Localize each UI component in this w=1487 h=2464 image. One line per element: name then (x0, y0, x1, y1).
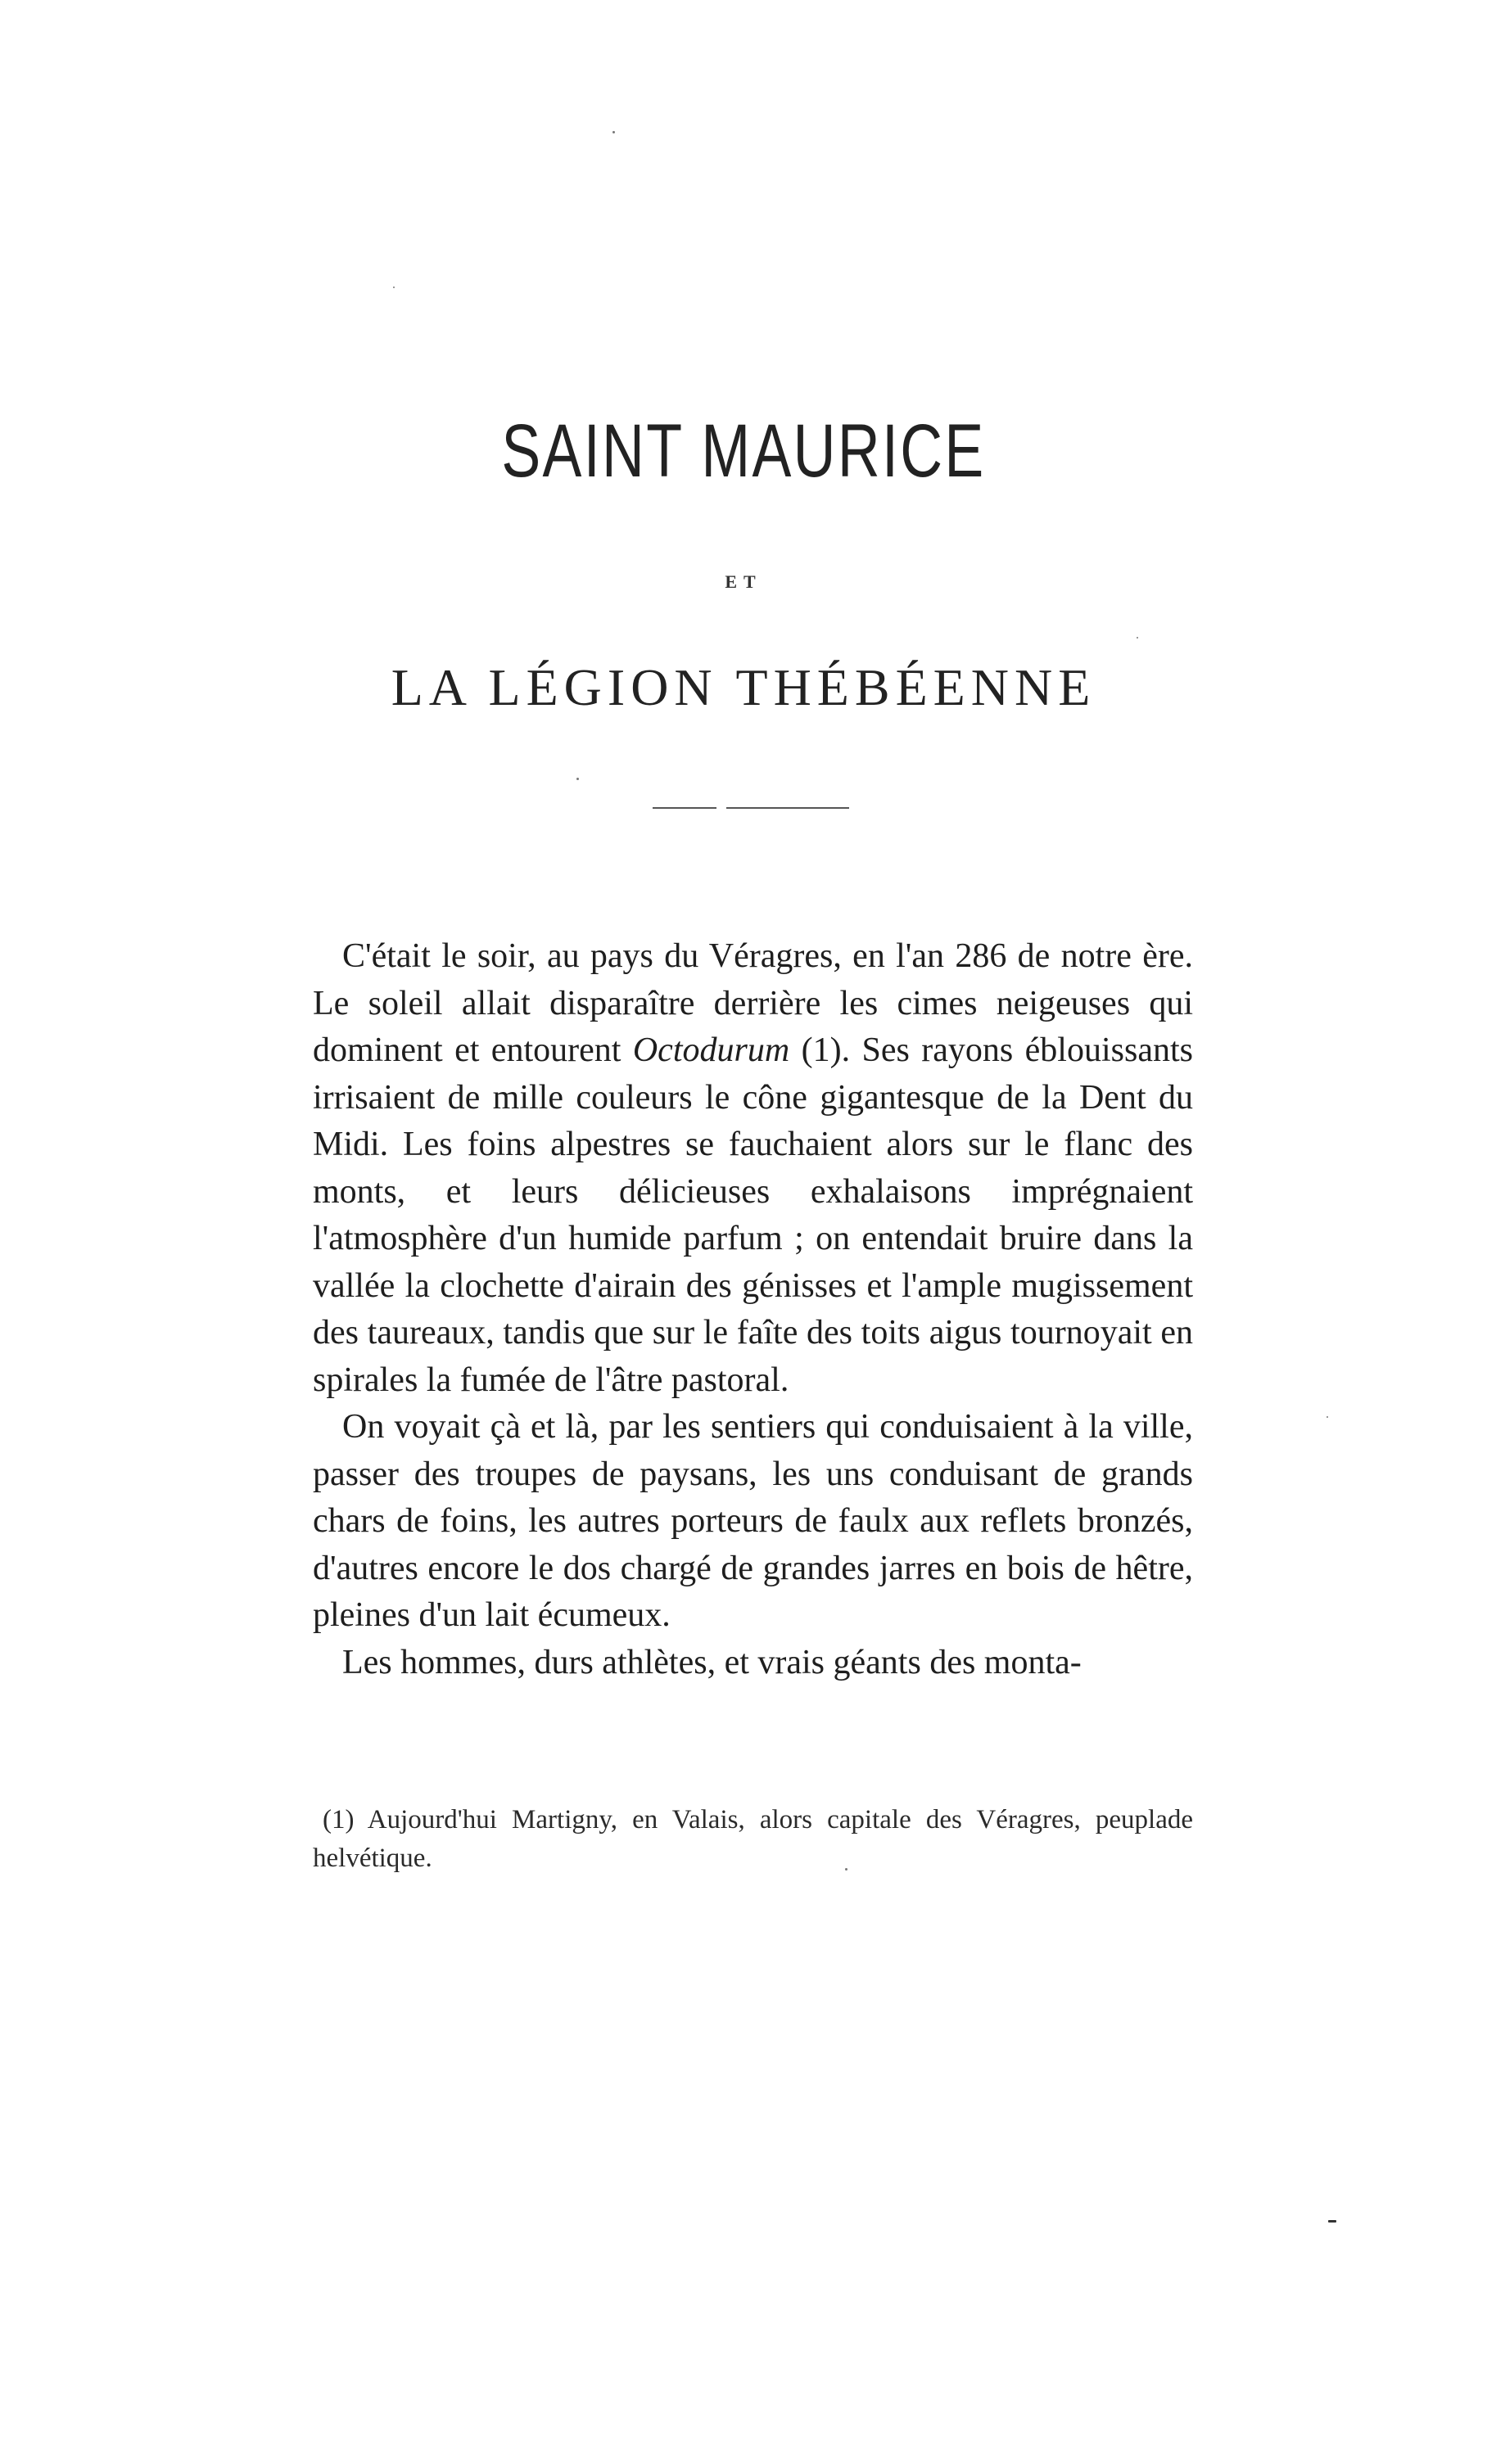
body-text (313, 933, 1193, 1686)
title-conjunction: ET (725, 571, 762, 592)
paragraph-1-start: C'était le soir, au pays du Véragres, en l'an 286 de notre ère. Le soleil allait disparaître derrière les cimes neigeuses qui dominent et entourent (313, 937, 1193, 1069)
scan-speck (1327, 1416, 1328, 1418)
footnote-text: (1) Aujourd'hui Martigny, en Valais, alors capitale des Véragres, peuplade helvétique. (313, 1805, 1193, 1873)
paragraph-3: Les hommes, durs athlètes, et vrais géants des monta- (342, 1643, 1082, 1681)
scan-speck (393, 287, 395, 288)
place-name-italic: Octodurum (632, 1031, 790, 1069)
scan-speck (1328, 2220, 1336, 2223)
scan-speck (845, 1868, 847, 1871)
title-divider-rule (653, 807, 849, 809)
paragraph-1 (313, 933, 1193, 1404)
paragraph-2: On voyait çà et là, par les sentiers qui conduisaient à la ville, passer des troupes de paysans, les uns conduisant de grands chars de foins, les autres porteurs de faulx aux reflets bronzés, d'autres encore le dos chargé de grandes jarres en bois de hêtre, pleines d'un lait écumeux. (313, 1408, 1193, 1634)
chapter-subtitle: LA LÉGION THÉBÉENNE (391, 658, 1096, 716)
scan-speck (612, 131, 615, 133)
footnote (313, 1801, 1193, 1878)
scan-speck (576, 778, 579, 780)
chapter-title: SAINT MAURICE (501, 409, 986, 493)
paragraph-1-rest: (1). Ses rayons éblouissants irrisaient de mille couleurs le cône gigantesque de la Dent du Midi. Les foins alpestres se fauchaient alors sur le flanc des monts, et leurs délicieuses exhalaisons imprégnaient l'atmosphère d'un humide parfum ; on entendait bruire dans la vallée la clochette d'airain des génisses et l'ample mugissement des taureaux, tandis que sur le faîte des toits aigus tournoyait en spirales la fumée de l'âtre pastoral. (313, 1031, 1193, 1399)
scan-speck (1137, 637, 1138, 639)
